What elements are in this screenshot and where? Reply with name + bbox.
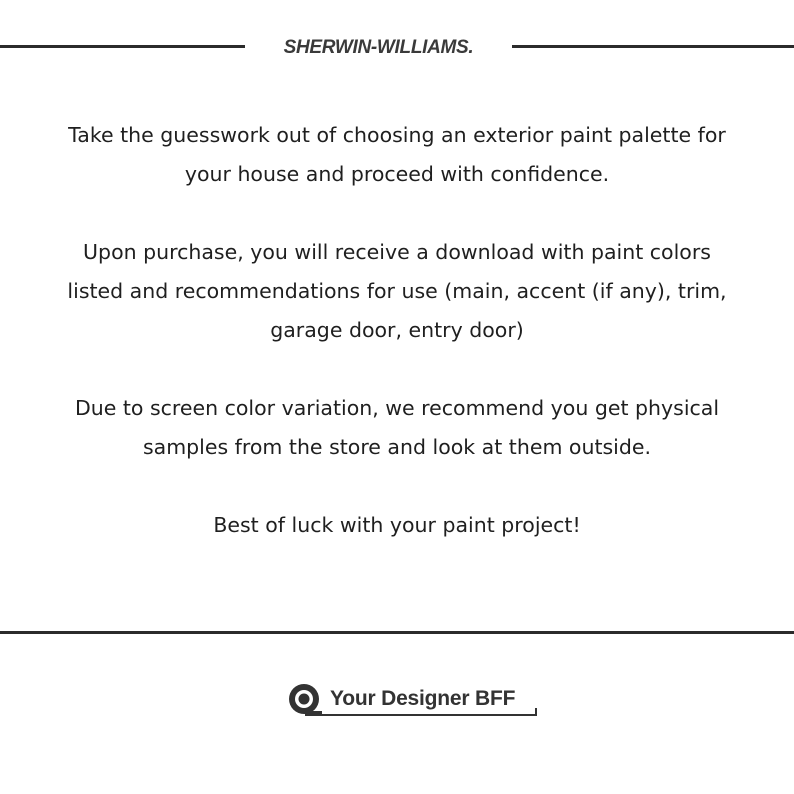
logo-underline — [305, 714, 537, 716]
your-designer-bff-logo — [288, 679, 515, 719]
text-line: your house and proceed with confidence. — [184, 162, 610, 186]
footer-divider — [0, 631, 794, 634]
text-line: Best of luck with your paint project! — [213, 513, 581, 537]
paragraph-purchase-info — [0, 233, 794, 350]
text-line: Take the guesswork out of choosing an exterior paint palette for — [68, 123, 726, 147]
text-line: Due to screen color variation, we recommend you get physical — [74, 396, 720, 420]
sherwin-williams-logo — [245, 36, 512, 60]
header-divider-right — [512, 45, 794, 48]
paragraph-intro — [0, 116, 794, 194]
logo-wordmark: Your Designer BFF — [330, 687, 516, 710]
text-line: listed and recommendations for use (main, accent (if any), trim, — [67, 279, 727, 303]
paragraph-color-variation — [0, 389, 794, 467]
brand-name: SHERWIN-WILLIAMS. — [283, 37, 474, 58]
tape-measure-icon — [288, 682, 322, 716]
text-line: garage door, entry door) — [270, 318, 524, 342]
header-divider-left — [0, 45, 245, 48]
description-body — [0, 116, 794, 584]
text-line: samples from the store and look at them outside. — [142, 435, 652, 459]
logo-tick — [535, 708, 537, 716]
text-line: Upon purchase, you will receive a download with paint colors — [83, 240, 711, 264]
paragraph-closing — [0, 506, 794, 545]
